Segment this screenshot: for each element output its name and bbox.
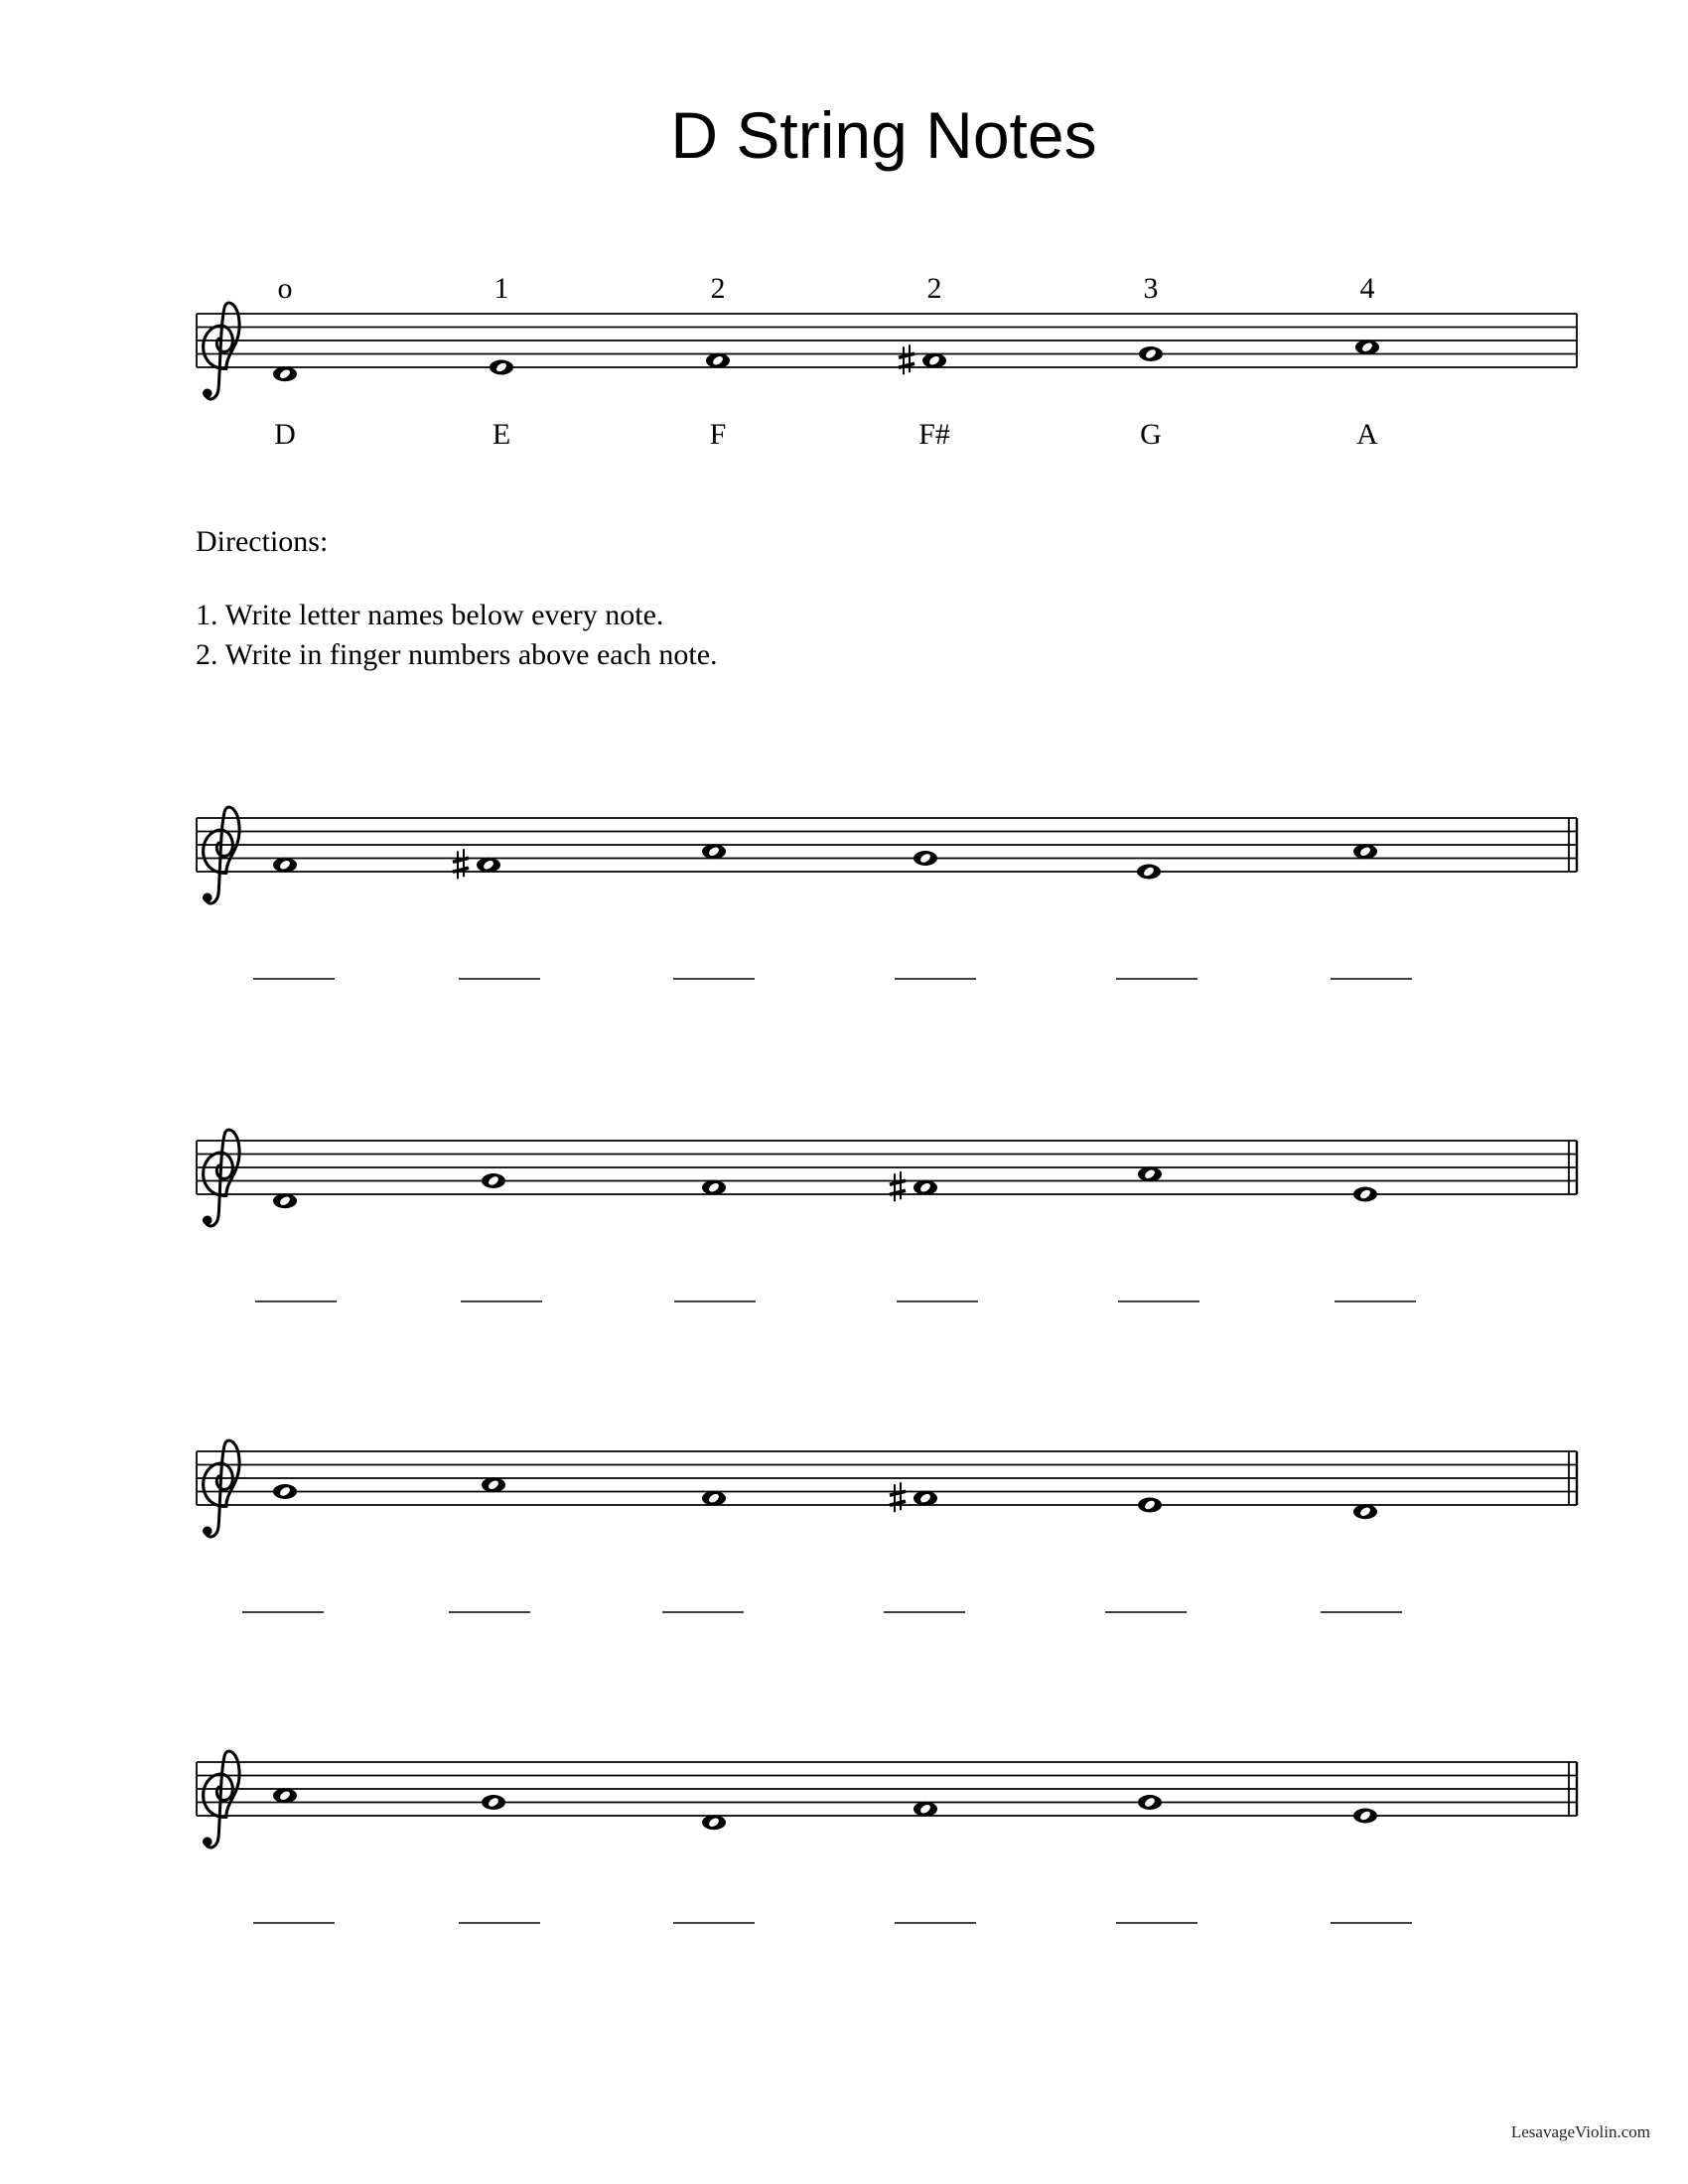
treble-clef-icon xyxy=(203,1130,239,1226)
exercise-staff-2 xyxy=(197,1130,1577,1301)
note xyxy=(273,1788,297,1803)
note xyxy=(702,1815,726,1830)
note-sharp xyxy=(453,849,500,879)
finger-number: 2 xyxy=(926,272,942,305)
treble-clef-icon xyxy=(203,807,239,903)
note xyxy=(1139,346,1163,361)
footer-credit: LesavageViolin.com xyxy=(1510,2122,1650,2141)
note xyxy=(1355,340,1379,354)
finger-number: 4 xyxy=(1359,272,1375,305)
note xyxy=(1138,1166,1162,1181)
direction-step-1: 1. Write letter names below every note. xyxy=(196,599,664,631)
note-sharp xyxy=(890,1482,937,1512)
reference-staff xyxy=(197,272,1577,451)
note xyxy=(273,1193,297,1208)
note-sharp xyxy=(890,1171,937,1201)
exercise-staff-3 xyxy=(197,1440,1577,1612)
directions-label: Directions: xyxy=(196,525,329,558)
note xyxy=(1353,844,1377,859)
page-title: D String Notes xyxy=(670,98,1097,172)
finger-number: 1 xyxy=(493,272,509,305)
treble-clef-icon xyxy=(203,1751,239,1847)
note xyxy=(706,353,730,368)
letter-name: F# xyxy=(918,418,950,451)
note xyxy=(914,1802,937,1817)
note xyxy=(273,366,297,381)
exercise-staff-4 xyxy=(197,1751,1577,1923)
note xyxy=(702,1180,726,1195)
directions xyxy=(196,522,718,675)
treble-clef-icon xyxy=(203,1440,239,1537)
note xyxy=(273,1484,297,1499)
note xyxy=(482,1173,505,1188)
note xyxy=(1138,1795,1162,1810)
finger-number: 3 xyxy=(1143,272,1159,305)
letter-name: G xyxy=(1140,418,1162,451)
note xyxy=(1138,1498,1162,1513)
treble-clef-icon xyxy=(203,303,239,399)
note xyxy=(273,858,297,873)
note xyxy=(1353,1809,1377,1824)
note xyxy=(914,851,937,866)
direction-step-2: 2. Write in finger numbers above each note. xyxy=(196,638,718,671)
finger-number: o xyxy=(277,272,293,305)
note xyxy=(702,1491,726,1506)
note xyxy=(482,1795,505,1810)
finger-number: 2 xyxy=(710,272,726,305)
letter-name: A xyxy=(1356,418,1378,451)
note-sharp xyxy=(899,344,946,374)
letter-name: F xyxy=(709,418,727,451)
letter-name: E xyxy=(492,418,511,451)
note xyxy=(1353,1187,1377,1202)
note xyxy=(1353,1504,1377,1519)
note xyxy=(482,1477,505,1492)
staves-layer xyxy=(197,272,1577,1923)
note xyxy=(490,360,513,375)
note xyxy=(702,844,726,859)
letter-name: D xyxy=(274,418,296,451)
note xyxy=(1137,865,1161,880)
exercise-staff-1 xyxy=(197,807,1577,979)
